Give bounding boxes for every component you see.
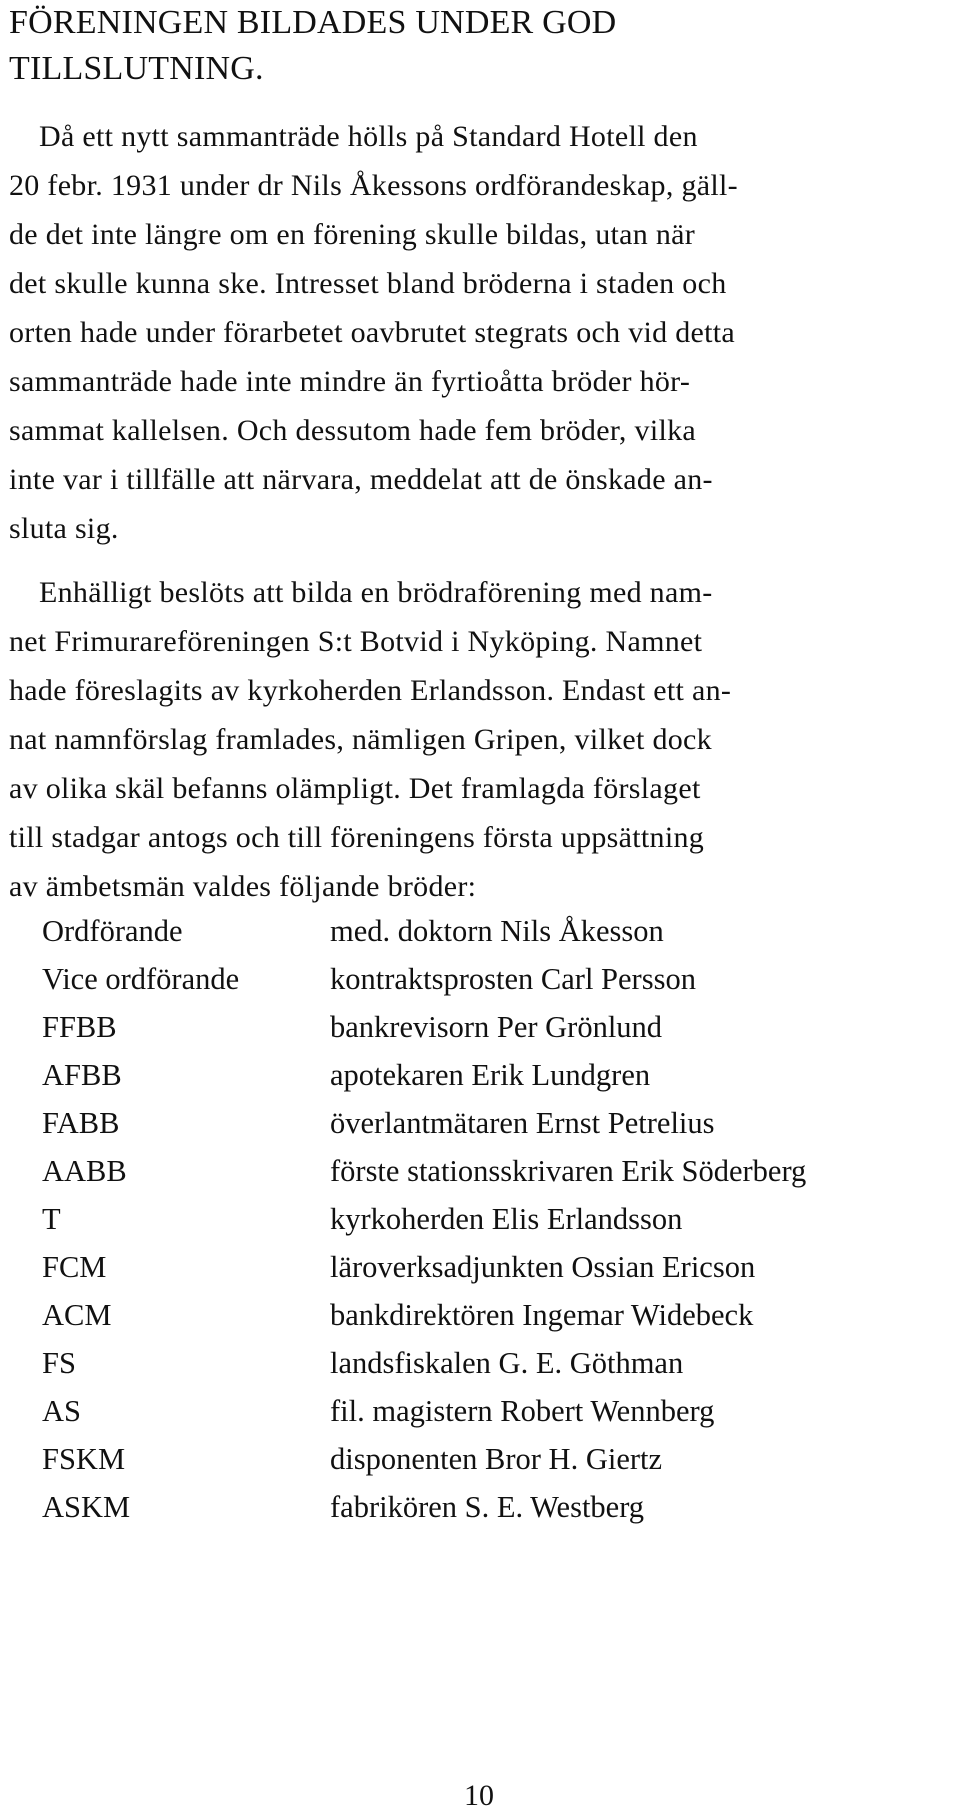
officer-name: överlantmätaren Ernst Petrelius xyxy=(330,1106,715,1140)
officer-row xyxy=(42,1483,942,1531)
heading-line: TILLSLUTNING. xyxy=(9,50,264,87)
officer-name: läroverksadjunkten Ossian Ericson xyxy=(330,1250,756,1284)
page-number: 10 xyxy=(464,1779,494,1812)
officers-list xyxy=(42,907,942,1531)
paragraph-line: av olika skäl befanns olämpligt. Det framlagda förslaget xyxy=(9,772,701,805)
officer-row xyxy=(42,1291,942,1339)
officer-row xyxy=(42,1435,942,1483)
officer-name: med. doktorn Nils Åkesson xyxy=(330,914,664,948)
paragraph-association-name xyxy=(9,568,959,911)
officer-row xyxy=(42,1099,942,1147)
officer-row xyxy=(42,1243,942,1291)
officer-title: FS xyxy=(42,1346,76,1380)
officer-title: T xyxy=(42,1202,61,1236)
officer-name: disponenten Bror H. Giertz xyxy=(330,1442,663,1476)
officer-row xyxy=(42,1147,942,1195)
officer-name: kontraktsprosten Carl Persson xyxy=(330,962,696,996)
officer-row xyxy=(42,1195,942,1243)
officer-row xyxy=(42,1003,942,1051)
officer-name: apotekaren Erik Lundgren xyxy=(330,1058,651,1092)
paragraph-line: Då ett nytt sammanträde hölls på Standard Hotell den xyxy=(39,120,698,153)
officer-title: FABB xyxy=(42,1106,120,1140)
paragraph-line: Enhälligt beslöts att bilda en brödraförening med nam- xyxy=(39,576,713,609)
officer-name: fil. magistern Robert Wennberg xyxy=(330,1394,715,1428)
officer-name: landsfiskalen G. E. Göthman xyxy=(330,1346,684,1380)
officer-title: FFBB xyxy=(42,1010,117,1044)
body-text xyxy=(9,112,959,911)
paragraph-line: net Frimurareföreningen S:t Botvid i Nyköping. Namnet xyxy=(9,625,703,658)
officer-name: kyrkoherden Elis Erlandsson xyxy=(330,1202,683,1236)
officer-row xyxy=(42,1387,942,1435)
officer-title: AS xyxy=(42,1394,81,1428)
officer-name: förste stationsskrivaren Erik Söderberg xyxy=(330,1154,807,1188)
paragraph-line: inte var i tillfälle att närvara, meddelat att de önskade an- xyxy=(9,463,713,496)
paragraph-line: nat namnförslag framlades, nämligen Gripen, vilket dock xyxy=(9,723,712,756)
section-heading xyxy=(9,0,909,92)
paragraph-line: sluta sig. xyxy=(9,512,119,545)
officer-row xyxy=(42,1339,942,1387)
officer-name: bankdirektören Ingemar Widebeck xyxy=(330,1298,754,1332)
paragraph-line: sammanträde hade inte mindre än fyrtioåtta bröder hör- xyxy=(9,365,691,398)
officer-title: Ordförande xyxy=(42,914,183,948)
officer-title: Vice ordförande xyxy=(42,962,240,996)
paragraph-line: de det inte längre om en förening skulle bildas, utan när xyxy=(9,218,696,251)
officer-row xyxy=(42,955,942,1003)
officer-name: bankrevisorn Per Grönlund xyxy=(330,1010,663,1044)
paragraph-founding-meeting xyxy=(9,112,959,553)
officer-row xyxy=(42,1051,942,1099)
officer-title: ASKM xyxy=(42,1490,131,1524)
paragraph-line: orten hade under förarbetet oavbrutet stegrats och vid detta xyxy=(9,316,736,349)
paragraph-line: av ämbetsmän valdes följande bröder: xyxy=(9,870,477,903)
officer-name: fabrikören S. E. Westberg xyxy=(330,1490,645,1524)
officer-title: AFBB xyxy=(42,1058,122,1092)
officer-row xyxy=(42,907,942,955)
paragraph-line: sammat kallelsen. Och dessutom hade fem bröder, vilka xyxy=(9,414,697,447)
officer-title: FCM xyxy=(42,1250,107,1284)
paragraph-line: hade föreslagits av kyrkoherden Erlandsson. Endast ett an- xyxy=(9,674,732,707)
paragraph-line: 20 febr. 1931 under dr Nils Åkessons ordförandeskap, gäll- xyxy=(9,169,738,202)
paragraph-line: det skulle kunna ske. Intresset bland bröderna i staden och xyxy=(9,267,727,300)
officer-title: FSKM xyxy=(42,1442,126,1476)
officer-title: ACM xyxy=(42,1298,112,1332)
paragraph-line: till stadgar antogs och till föreningens första uppsättning xyxy=(9,821,705,854)
heading-line: FÖRENINGEN BILDADES UNDER GOD xyxy=(9,4,617,41)
officer-title: AABB xyxy=(42,1154,127,1188)
paragraph-spacer xyxy=(9,553,959,568)
